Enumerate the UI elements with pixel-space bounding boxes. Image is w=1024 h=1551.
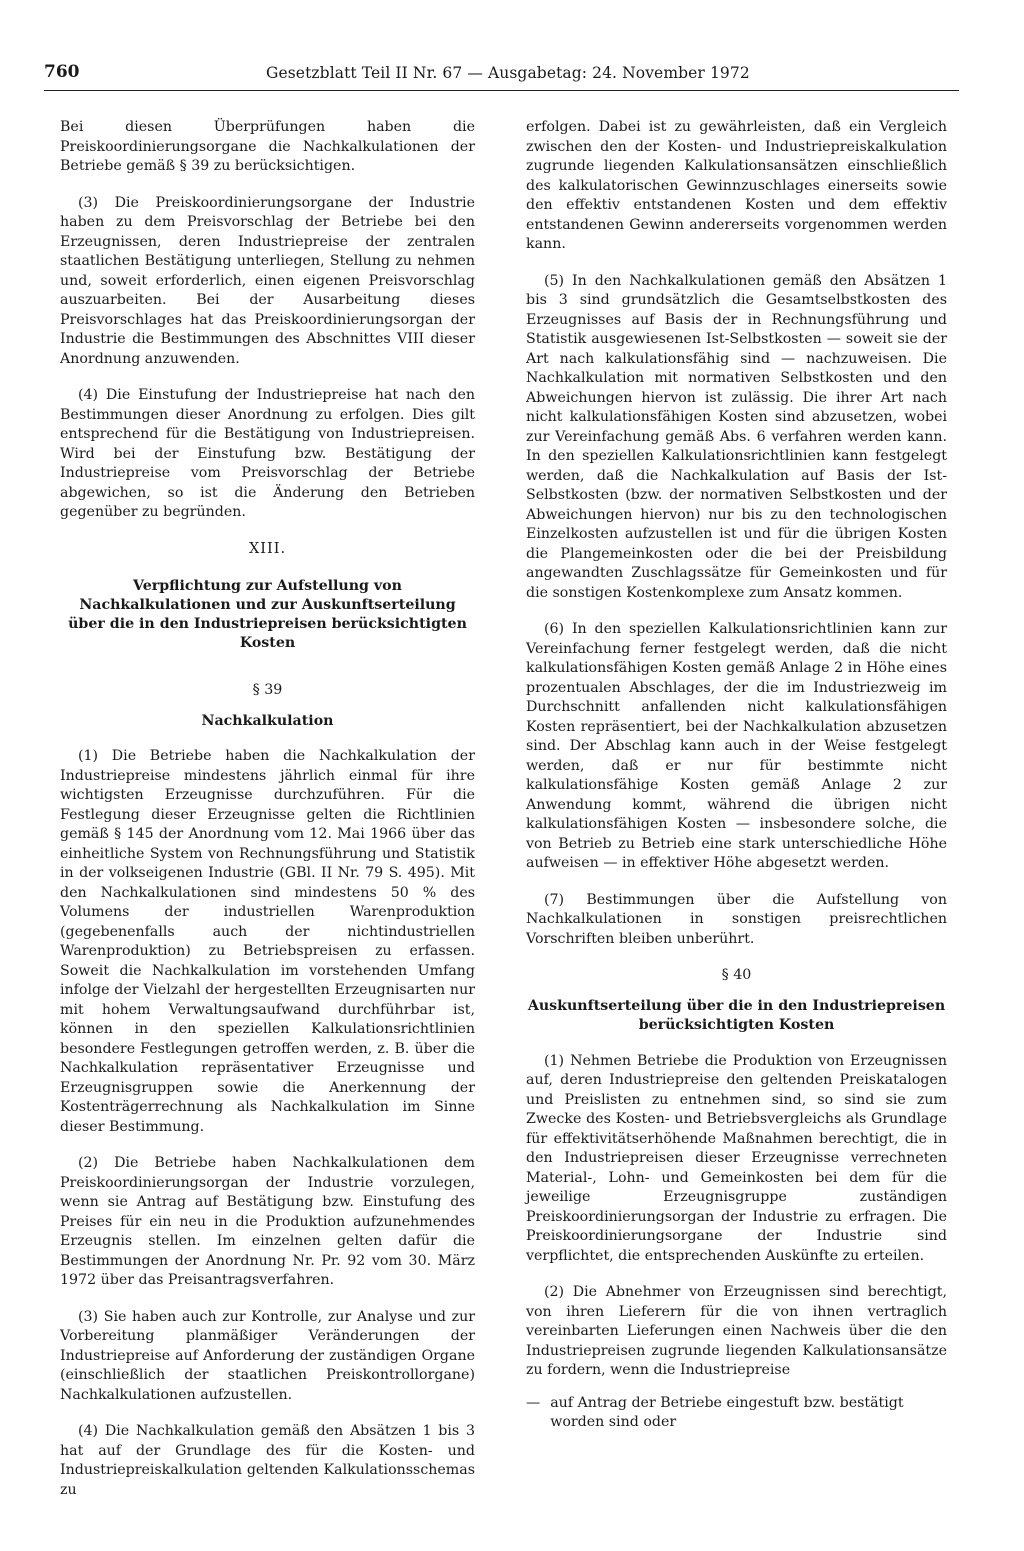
paragraph-number-39: § 39 (252, 682, 283, 698)
paragraph-title-39: Nachkalkulation (201, 712, 334, 729)
dash-marker: — (526, 1394, 541, 1411)
paragraph-39-3: (3) Sie haben auch zur Kontrolle, zur Analyse und zur Vorbereitung planmäßiger Veränderungen der Industriepreise auf Anforderung der zuständigen Organe (einschließlich der staatlichen Preiskontrollorgane) Nachkalkulationen aufzustellen. (60, 1308, 475, 1403)
right-column (526, 118, 947, 1433)
paragraph-38-4: (4) Die Einstufung der Industriepreise hat nach den Bestimmungen dieser Anordnung zu erfolgen. Dies gilt entsprechend für die Bestätigung von Industriepreisen. Wird bei der Einstufung bzw. Bestätigung der Industriepreise vom Preisvorschlag der Betriebe abgewichen, so ist die Änderung den Betrieben gegenüber zu begründen. (60, 387, 475, 520)
list-item-text: auf Antrag der Betriebe eingestuft bzw. bestätigt worden sind oder (550, 1394, 904, 1430)
section-title: Verpflichtung zur Aufstellung von Nachkalkulationen und zur Auskunftserteilung über die in den Industriepreisen berücksichtigten Kosten (68, 578, 467, 651)
header-title: Gesetzblatt Teil II Nr. 67 — Ausgabetag: 24. November 1972 (266, 64, 750, 82)
page-header (44, 62, 959, 91)
paragraph-39-7: (7) Bestimmungen über die Aufstellung von Nachkalkulationen in sonstigen preisrechtlichen Vorschriften bleiben unberührt. (526, 891, 947, 947)
paragraph-39-1: (1) Die Betriebe haben die Nachkalkulation der Industriepreise mindestens jährlich einmal für ihre wichtigsten Erzeugnisse durchzuführen. Für die Festlegung dieser Erzeugnisse gelten die Richtlinien gemäß § 145 der Anordnung vom 12. Mai 1966 über das einheitliche System von Rechnungsführung und Statistik in der volkseigenen Industrie (GBl. II Nr. 79 S. 495). Mit den Nachkalkulationen sind mindestens 50 % des Volumens der industriellen Warenproduktion (gegebenenfalls auch der nichtindustriellen Warenproduktion) zu Betriebspreisen zu erfassen. Soweit die Nachkalkulation im vorstehenden Umfang infolge der Vielzahl der hergestellten Erzeugnisarten nur mit hohem Verwaltungsaufwand durchführbar ist, können in den speziellen Kalkulationsrichtlinien besondere Festlegungen getroffen werden, z. B. über die Nachkalkulation repräsentativer Erzeugnisse und Erzeugnisgruppen sowie die Anerkennung der Kostenträgerrechnung als Nachkalkulation im Sinne dieser Bestimmung. (60, 748, 475, 1135)
paragraph-39-4-continued: erfolgen. Dabei ist zu gewährleisten, daß ein Vergleich zwischen den der Kosten- und Industriepreiskalkulation zugrunde liegenden Kalkulationsansätzen einschließlich des kalkulatorischen Gewinnzuschlages einerseits sowie den effektiv entstandenen Kosten und dem effektiv entstandenen Gewinn andererseits vorgenommen werden kann. (526, 119, 947, 252)
paragraph-number-40: § 40 (721, 967, 752, 983)
section-number: XIII. (248, 540, 287, 557)
paragraph-40-1: (1) Nehmen Betriebe die Produktion von Erzeugnissen auf, deren Industriepreise den geltenden Preiskatalogen und Preislisten zu entnehmen sind, so sind sie zum Zwecke des Kosten- und Betriebsvergleichs als Grundlage für effektivitätserhöhende Maßnahmen berechtigt, die in den Industriepreisen dieser Erzeugnisse verrechneten Material-, Lohn- und Gemeinkosten bei dem für die jeweilige Erzeugnisgruppe zuständigen Preiskoordinierungsorgan der Industrie zu erfragen. Die Preiskoordinierungsorgane der Industrie sind verpflichtet, die entsprechenden Auskünfte zu erteilen. (526, 1052, 947, 1264)
page-number: 760 (44, 62, 80, 82)
paragraph-38-3: (3) Die Preiskoordinierungsorgane der Industrie haben zu dem Preisvorschlag der Betriebe bei den Erzeugnissen, deren Industriepreise der zentralen staatlichen Bestätigung unterliegen, Stellung zu nehmen und, soweit erforderlich, einen eigenen Preisvorschlag auszuarbeiten. Bei der Ausarbeitung dieses Preisvorschlages hat das Preiskoordinierungsorgan der Industrie die Bestimmungen des Abschnittes VIII dieser Anordnung anzuwenden. (60, 194, 475, 367)
paragraph-39-2: (2) Die Betriebe haben Nachkalkulationen dem Preiskoordinierungsorgan der Industrie vorzulegen, wenn sie Antrag auf Bestätigung bzw. Einstufung des Preises für ein neu in die Produktion aufzunehmendes Erzeugnis stellen. Im einzelnen gelten dafür die Bestimmungen der Anordnung Nr. Pr. 92 vom 30. März 1972 über das Preisantragsverfahren. (60, 1155, 475, 1288)
paragraph-intro: Bei diesen Überprüfungen haben die Preiskoordinierungsorgane die Nachkalkulationen der Betriebe gemäß § 39 zu berücksichtigen. (60, 119, 475, 174)
paragraph-39-4: (4) Die Nachkalkulation gemäß den Absätzen 1 bis 3 hat auf der Grundlage des für die Kosten- und Industriepreiskalkulation geltenden Kalkulationsschemas zu (60, 1423, 475, 1498)
paragraph-39-6: (6) In den speziellen Kalkulationsrichtlinien kann zur Vereinfachung ferner festgelegt werden, daß die nicht kalkulationsfähigen Kosten gemäß Anlage 2 in Höhe eines prozentualen Abschlages, der die im Industriezweig im Durchschnitt anfallenden nicht kalkulationsfähigen Kosten repräsentiert, bei der Nachkalkulation abzusetzen sind. Der Abschlag kann auch in der Weise festgelegt werden, daß er nur für bestimmte nicht kalkulationsfähige Kosten gemäß Anlage 2 zur Anwendung kommt, während die übrigen nicht kalkulationsfähigen Kosten — insbesondere solche, die von Betrieb zu Betrieb eine stark unterschiedliche Höhe aufweisen — in effektiver Höhe abgesetzt werden. (526, 621, 947, 871)
paragraph-39-5: (5) In den Nachkalkulationen gemäß den Absätzen 1 bis 3 sind grundsätzlich die Gesamtselbstkosten des Erzeugnisses auf Basis der in Rechnungsführung und Statistik ausgewiesenen Ist-Selbstkosten — soweit sie der Art nach kalkulationsfähig sind — nachzuweisen. Die Nachkalkulation mit normativen Selbstkosten und den Abweichungen hiervon ist zulässig. Die ihrer Art nach nicht kalkulationsfähigen Kosten sind abzusetzen, wobei zur Vereinfachung gemäß Abs. 6 verfahren werden kann. In den speziellen Kalkulationsrichtlinien kann festgelegt werden, daß die Nachkalkulation auf Basis der Ist-Selbstkosten (bzw. der normativen Selbstkosten und der Abweichungen hiervon) nur bis zu den technologischen Einzelkosten aufzustellen ist und für die übrigen Kosten die Plangemeinkosten oder die bei der Preisbildung angewandten Zuschlagssätze für Gemeinkosten und für die sonstigen Kostenkomplexe zum Ansatz kommen. (526, 272, 947, 601)
list-item (526, 1394, 947, 1433)
paragraph-title-40: Auskunftserteilung über die in den Industriepreisen berücksichtigten Kosten (527, 997, 946, 1033)
left-column (60, 118, 475, 1517)
paragraph-40-2: (2) Die Abnehmer von Erzeugnissen sind berechtigt, von ihren Lieferern für die von ihnen vertraglich vereinbarten Lieferungen einen Nachweis über die den Industriepreisen zugrunde liegenden Kalkulationsansätze zu fordern, wenn die Industriepreise (526, 1284, 947, 1378)
